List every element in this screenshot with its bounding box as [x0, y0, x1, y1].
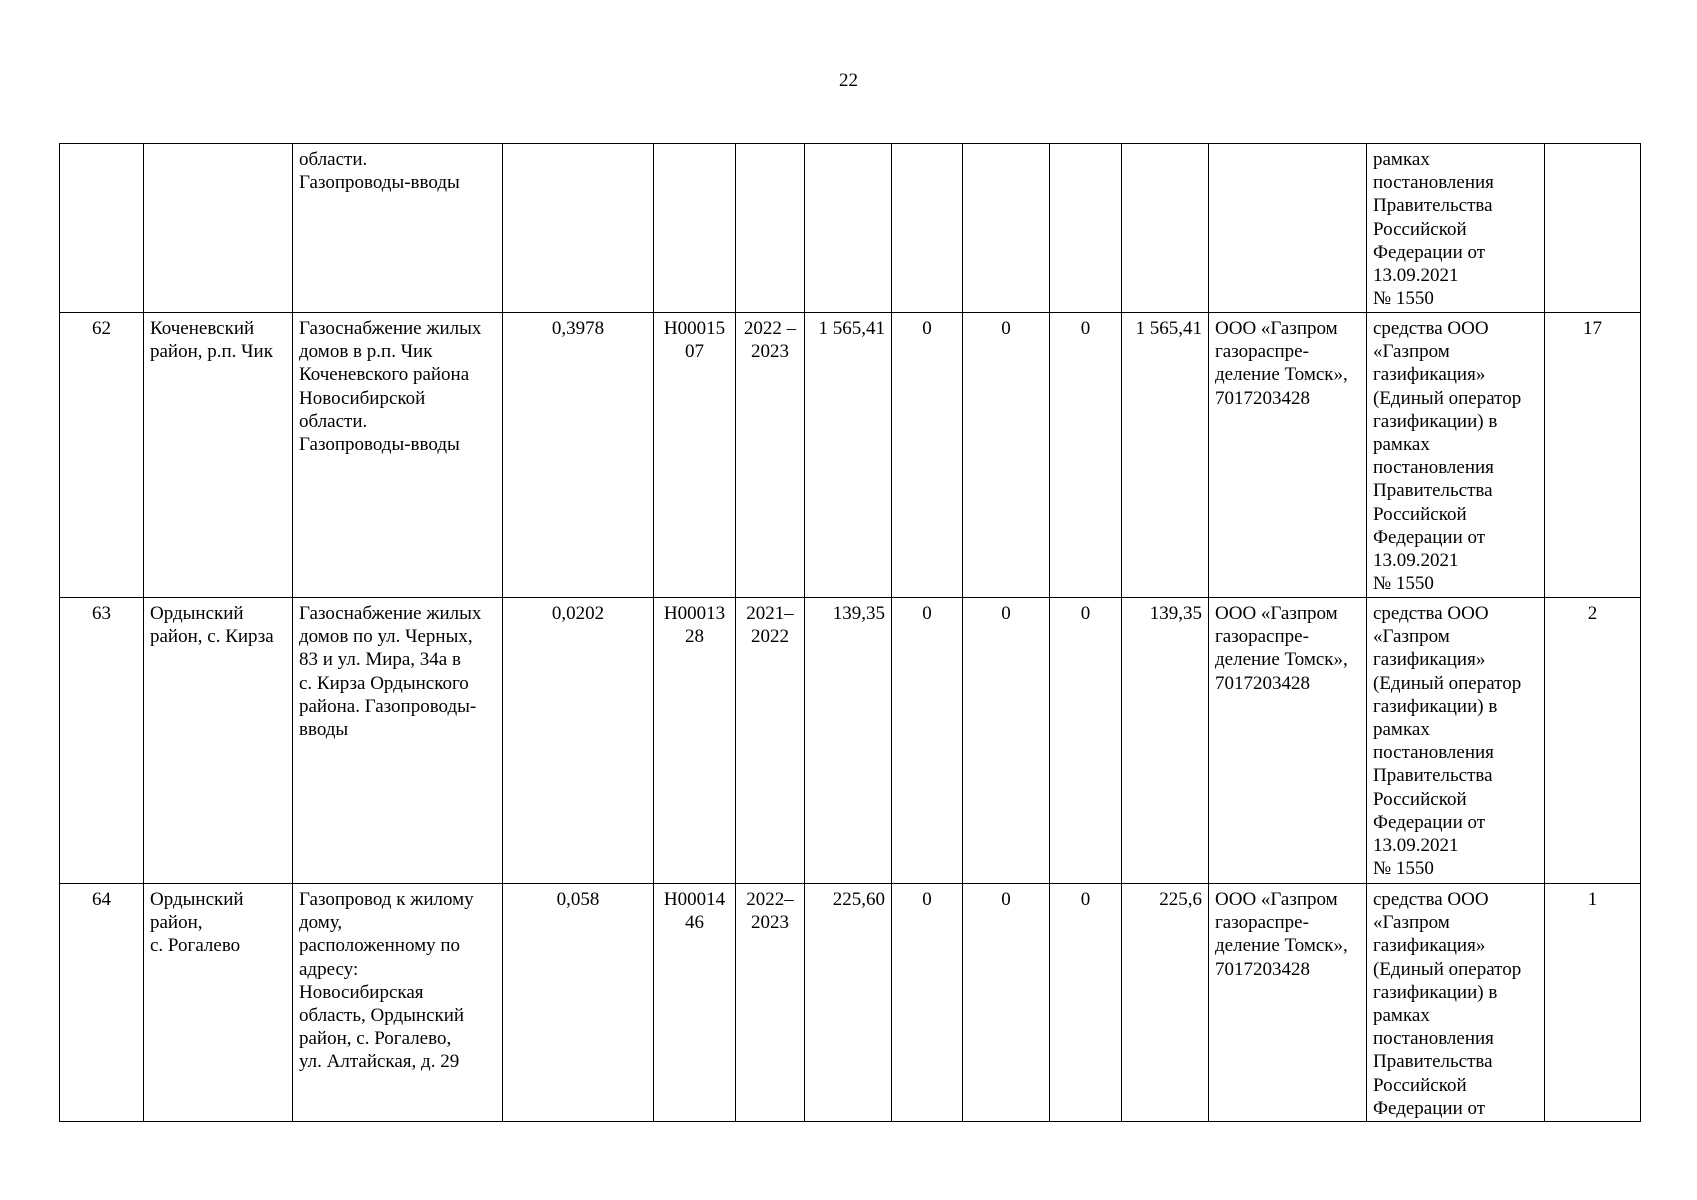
value-cell	[892, 144, 963, 313]
row-number	[60, 144, 144, 313]
length-cell	[503, 144, 654, 313]
code-cell: Н00015 07	[654, 313, 736, 598]
table-row	[60, 884, 1641, 1122]
years-cell: 2021– 2022	[736, 598, 805, 884]
value-cell: 0	[963, 884, 1050, 1122]
location-cell: Ордынский район, с. Рогалево	[144, 884, 293, 1122]
organization-cell: ООО «Газпром газораспре- деление Томск», 7017203428	[1209, 884, 1367, 1122]
funding-cost-cell: 1 565,41	[1122, 313, 1209, 598]
funding-cost-cell	[1122, 144, 1209, 313]
organization-cell: ООО «Газпром газораспре- деление Томск», 7017203428	[1209, 598, 1367, 884]
location-cell: Ордынский район, с. Кирза	[144, 598, 293, 884]
years-cell: 2022– 2023	[736, 884, 805, 1122]
description-cell: области. Газопроводы-вводы	[293, 144, 503, 313]
count-cell	[1545, 144, 1641, 313]
table-row	[60, 598, 1641, 884]
location-cell	[144, 144, 293, 313]
description-cell: Газоснабжение жилых домов в р.п. Чик Коченевского района Новосибирской области. Газопроводы-вводы	[293, 313, 503, 598]
total-cost-cell: 139,35	[805, 598, 892, 884]
total-cost-cell	[805, 144, 892, 313]
row-number: 63	[60, 598, 144, 884]
value-cell: 0	[963, 313, 1050, 598]
length-cell: 0,058	[503, 884, 654, 1122]
table-row	[60, 144, 1641, 313]
funding-source-cell: рамках постановления Правительства Российской Федерации от 13.09.2021 № 1550	[1367, 144, 1545, 313]
value-cell: 0	[963, 598, 1050, 884]
description-cell: Газоснабжение жилых домов по ул. Черных, 83 и ул. Мира, 34а в с. Кирза Ордынского района. Газопроводы- вводы	[293, 598, 503, 884]
total-cost-cell: 1 565,41	[805, 313, 892, 598]
location-cell: Коченевский район, р.п. Чик	[144, 313, 293, 598]
organization-cell	[1209, 144, 1367, 313]
funding-source-cell: средства ООО «Газпром газификация» (Единый оператор газификации) в рамках постановления Правительства Российской Федерации от 13.09.2021 № 1550	[1367, 313, 1545, 598]
table-row	[60, 313, 1641, 598]
funding-cost-cell: 139,35	[1122, 598, 1209, 884]
gasification-table	[59, 143, 1641, 1122]
value-cell: 0	[1050, 313, 1122, 598]
years-cell: 2022 – 2023	[736, 313, 805, 598]
row-number: 64	[60, 884, 144, 1122]
value-cell: 0	[892, 884, 963, 1122]
code-cell	[654, 144, 736, 313]
description-cell: Газопровод к жилому дому, расположенному по адресу: Новосибирская область, Ордынский район, с. Рогалево, ул. Алтайская, д. 29	[293, 884, 503, 1122]
organization-cell: ООО «Газпром газораспре- деление Томск», 7017203428	[1209, 313, 1367, 598]
funding-cost-cell: 225,6	[1122, 884, 1209, 1122]
count-cell: 2	[1545, 598, 1641, 884]
value-cell: 0	[892, 313, 963, 598]
code-cell: Н00014 46	[654, 884, 736, 1122]
length-cell: 0,0202	[503, 598, 654, 884]
row-number: 62	[60, 313, 144, 598]
value-cell: 0	[1050, 598, 1122, 884]
value-cell: 0	[1050, 884, 1122, 1122]
value-cell: 0	[892, 598, 963, 884]
funding-source-cell: средства ООО «Газпром газификация» (Единый оператор газификации) в рамках постановления Правительства Российской Федерации от	[1367, 884, 1545, 1122]
total-cost-cell: 225,60	[805, 884, 892, 1122]
value-cell	[963, 144, 1050, 313]
code-cell: Н00013 28	[654, 598, 736, 884]
value-cell	[1050, 144, 1122, 313]
count-cell: 1	[1545, 884, 1641, 1122]
length-cell: 0,3978	[503, 313, 654, 598]
page-number: 22	[839, 70, 858, 91]
years-cell	[736, 144, 805, 313]
count-cell: 17	[1545, 313, 1641, 598]
funding-source-cell: средства ООО «Газпром газификация» (Единый оператор газификации) в рамках постановления Правительства Российской Федерации от 13.09.2021 № 1550	[1367, 598, 1545, 884]
